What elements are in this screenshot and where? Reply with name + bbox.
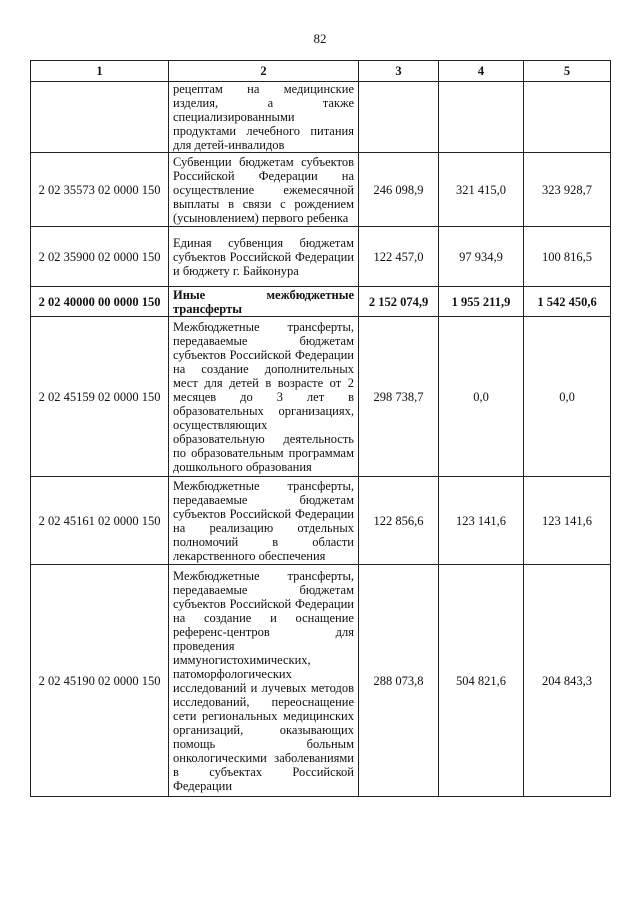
table-row-total	[31, 287, 611, 317]
column-header: 2	[169, 61, 359, 82]
table-row	[31, 317, 611, 477]
row-name: рецептам на медицинские изделия, а также специализированными продуктами лечебного питания для детей-инвалидов	[169, 82, 359, 153]
budget-code: 2 02 45161 02 0000 150	[31, 477, 169, 565]
budget-code	[31, 82, 169, 153]
value-col-4: 321 415,0	[439, 153, 524, 227]
value-col-3: 122 457,0	[359, 227, 439, 287]
row-name: Межбюджетные трансферты, передаваемые бюджетам субъектов Российской Федерации на создание и оснащение референс-центров для проведения иммуногистохимических, патоморфологических исследований и лучевых методов исследований, переоснащение сети региональных медицинских организаций, оказывающих помощь больным онкологическими заболеваниями в субъектах Российской Федерации	[169, 565, 359, 797]
value-col-5: 100 816,5	[524, 227, 611, 287]
row-name: Иные межбюджетные трансферты	[169, 287, 359, 317]
table-body	[31, 82, 611, 797]
value-col-4	[439, 82, 524, 153]
row-name: Субвенции бюджетам субъектов Российской Федерации на осуществление ежемесячной выплаты в связи с рождением (усыновлением) первого ребенка	[169, 153, 359, 227]
value-col-4: 0,0	[439, 317, 524, 477]
row-name: Межбюджетные трансферты, передаваемые бюджетам субъектов Российской Федерации на реализацию отдельных полномочий в области лекарственного обеспечения	[169, 477, 359, 565]
value-col-5: 323 928,7	[524, 153, 611, 227]
value-col-5: 1 542 450,6	[524, 287, 611, 317]
value-col-5: 0,0	[524, 317, 611, 477]
value-col-4: 1 955 211,9	[439, 287, 524, 317]
row-name: Единая субвенция бюджетам субъектов Российской Федерации и бюджету г. Байконура	[169, 227, 359, 287]
value-col-5: 123 141,6	[524, 477, 611, 565]
value-col-5: 204 843,3	[524, 565, 611, 797]
row-name: Межбюджетные трансферты, передаваемые бюджетам субъектов Российской Федерации на создание дополнительных мест для детей в возрасте от 2 месяцев до 3 лет в образовательных организациях, осуществляющих образовательную деятельность по образовательным программам дошкольного образования	[169, 317, 359, 477]
value-col-3: 122 856,6	[359, 477, 439, 565]
column-header: 3	[359, 61, 439, 82]
value-col-3: 298 738,7	[359, 317, 439, 477]
table-row	[31, 153, 611, 227]
value-col-3: 2 152 074,9	[359, 287, 439, 317]
budget-code: 2 02 45159 02 0000 150	[31, 317, 169, 477]
budget-table	[30, 60, 611, 797]
budget-code: 2 02 40000 00 0000 150	[31, 287, 169, 317]
value-col-3	[359, 82, 439, 153]
table-row	[31, 227, 611, 287]
budget-code: 2 02 45190 02 0000 150	[31, 565, 169, 797]
value-col-3: 288 073,8	[359, 565, 439, 797]
table-row	[31, 565, 611, 797]
value-col-4: 123 141,6	[439, 477, 524, 565]
value-col-4: 504 821,6	[439, 565, 524, 797]
budget-code: 2 02 35900 02 0000 150	[31, 227, 169, 287]
column-header: 4	[439, 61, 524, 82]
column-header: 5	[524, 61, 611, 82]
table-row	[31, 82, 611, 153]
page-number: 82	[313, 31, 327, 46]
header-row	[31, 61, 611, 82]
value-col-4: 97 934,9	[439, 227, 524, 287]
column-header: 1	[31, 61, 169, 82]
value-col-3: 246 098,9	[359, 153, 439, 227]
table-row	[31, 477, 611, 565]
budget-code: 2 02 35573 02 0000 150	[31, 153, 169, 227]
value-col-5	[524, 82, 611, 153]
